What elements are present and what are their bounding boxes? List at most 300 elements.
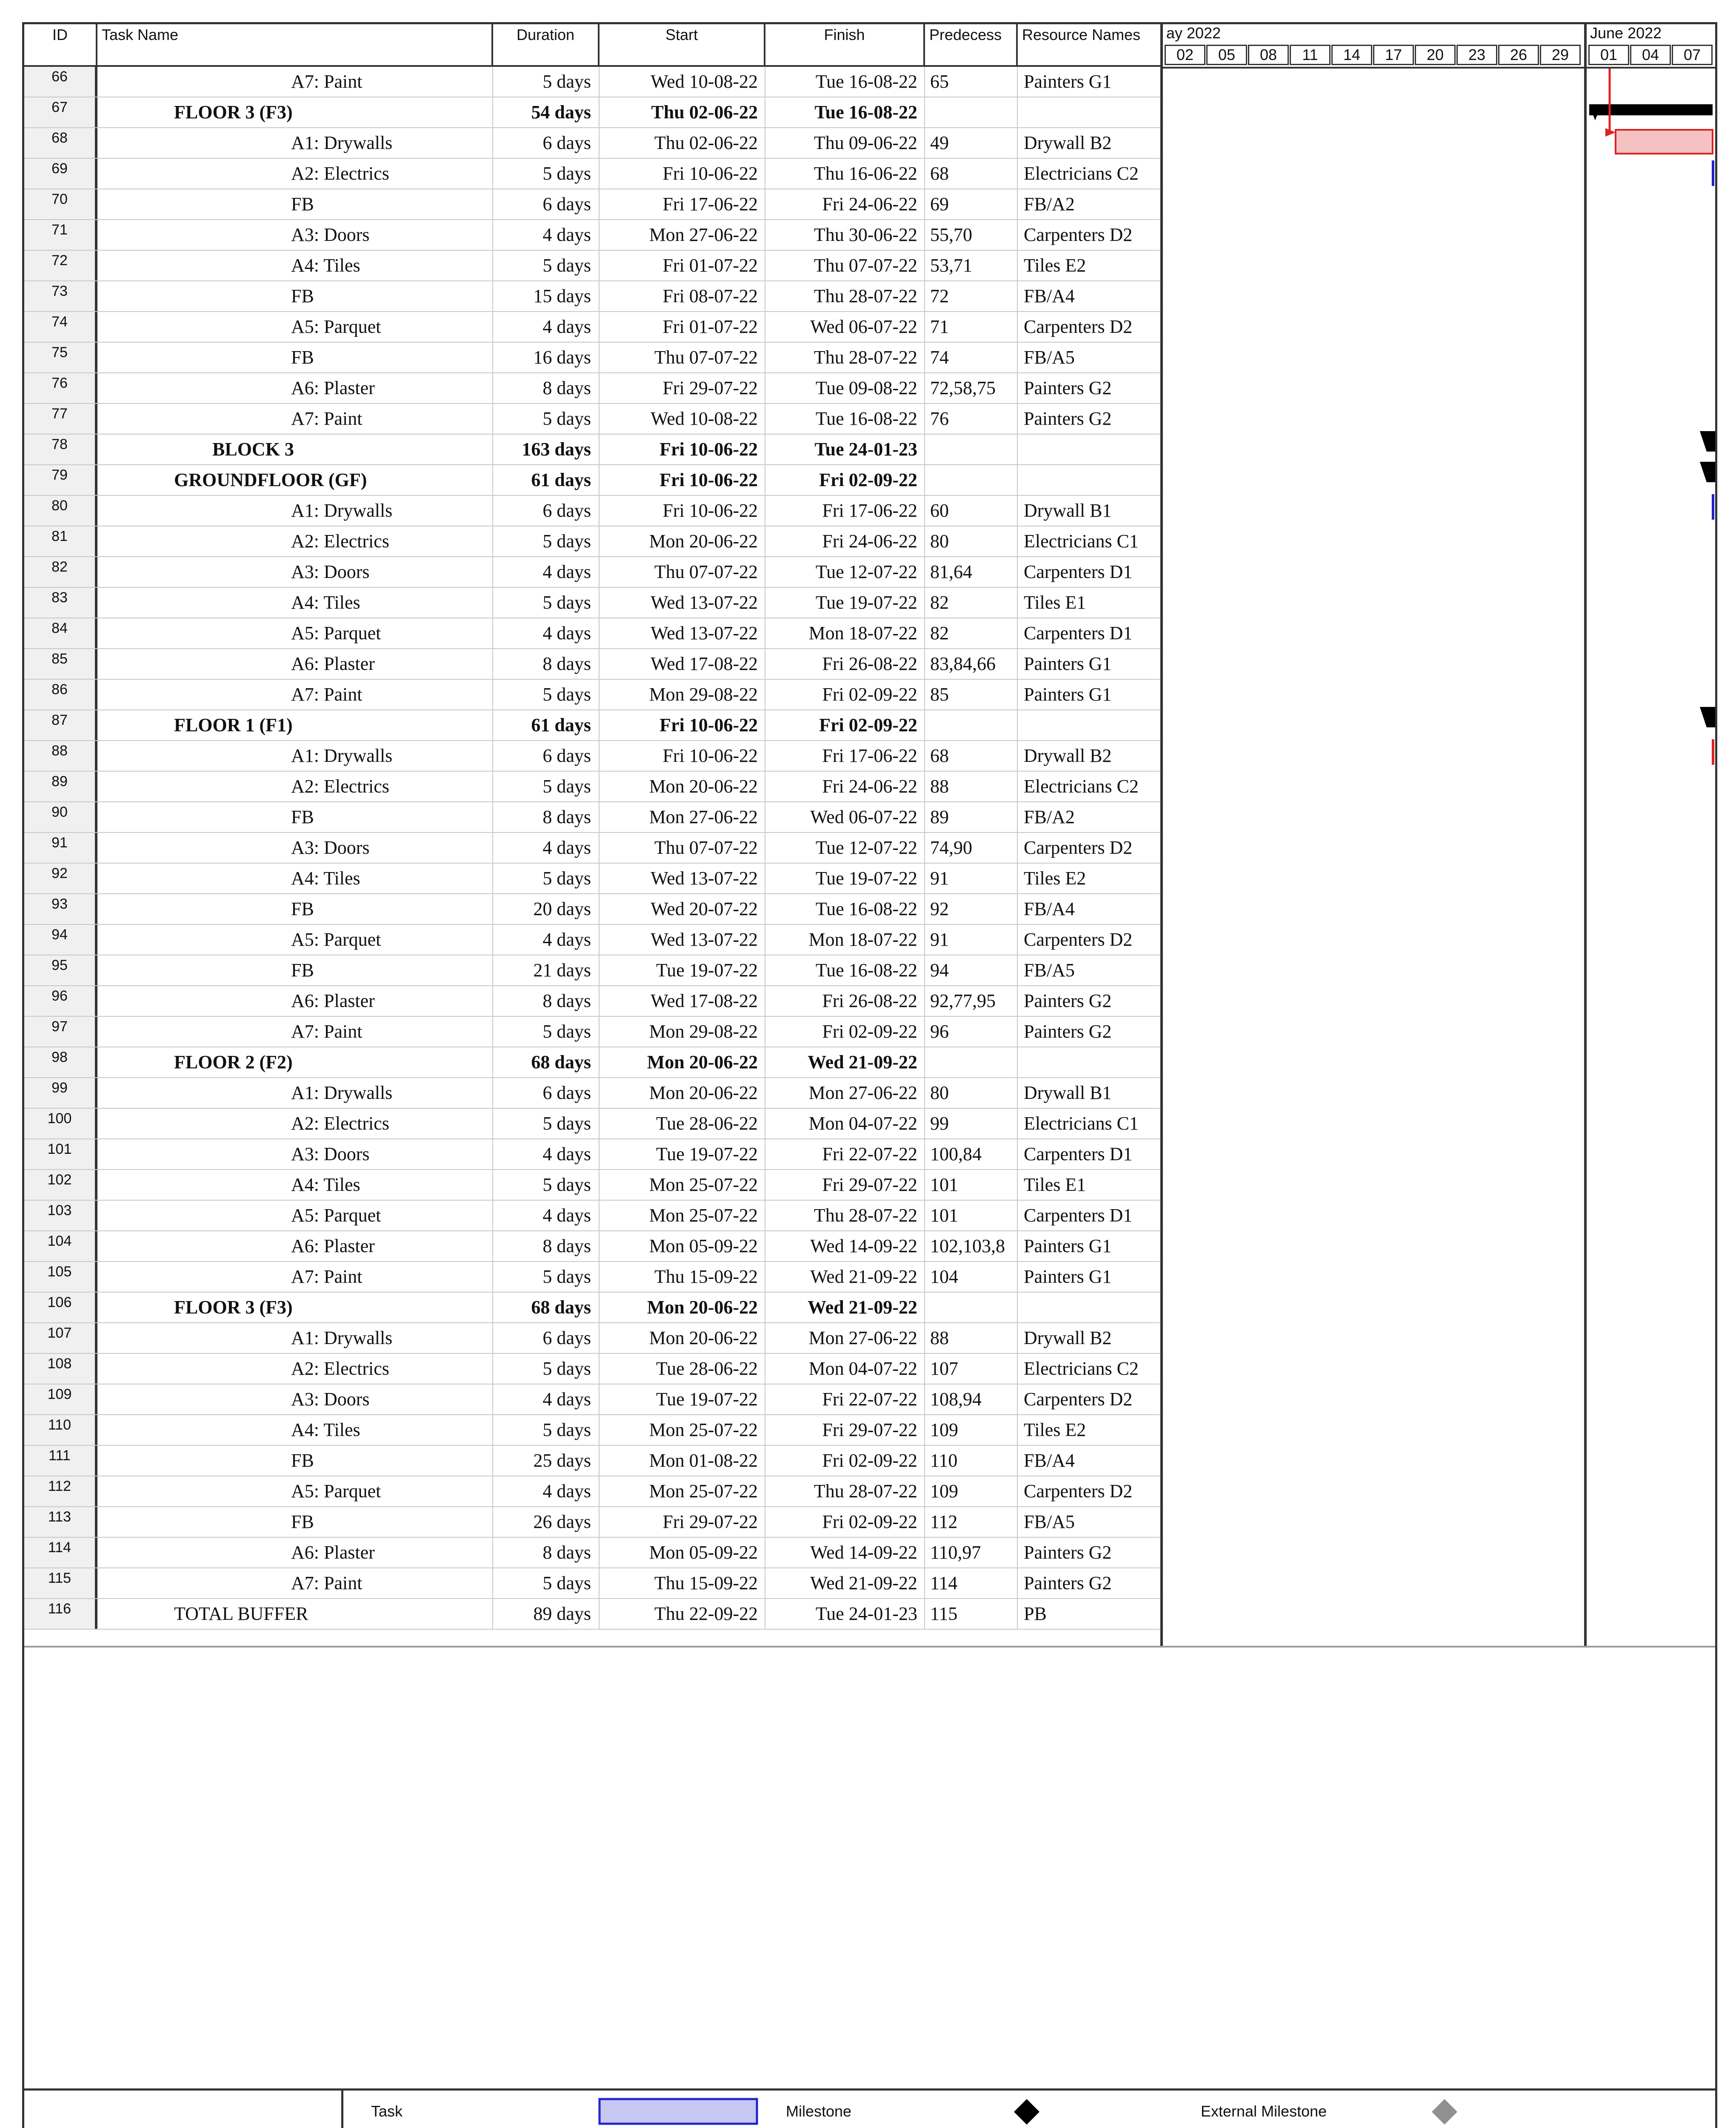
timeline-day: 26 [1498,45,1539,65]
table-row[interactable] [24,557,1160,588]
table-row[interactable] [24,128,1160,159]
task-finish: Wed 21-09-22 [765,1293,925,1322]
task-predecessors: 74 [925,343,1018,372]
task-id: 112 [24,1476,97,1506]
table-row[interactable] [24,864,1160,894]
task-predecessors: 109 [925,1476,1018,1506]
task-start: Mon 27-06-22 [600,802,765,832]
task-predecessors: 49 [925,128,1018,158]
task-start: Fri 01-07-22 [600,251,765,280]
table-row[interactable] [24,925,1160,955]
task-duration: 4 days [493,1476,600,1506]
task-resources: FB/A2 [1024,194,1075,215]
table-row[interactable] [24,189,1160,220]
task-predecessors: 68 [925,159,1018,189]
task-id: 103 [24,1201,97,1230]
task-predecessors: 88 [925,772,1018,801]
task-finish: Thu 28-07-22 [765,343,925,372]
task-id: 85 [24,649,97,679]
task-start: Wed 13-07-22 [600,588,765,618]
task-finish: Fri 02-09-22 [765,1446,925,1476]
table-row[interactable] [24,1384,1160,1415]
task-resources: FB/A5 [1024,347,1075,368]
task-start: Wed 17-08-22 [600,649,765,679]
task-start: Fri 10-06-22 [600,496,765,526]
task-name: A7: Paint [97,1568,493,1598]
table-row[interactable] [24,251,1160,281]
task-finish: Tue 16-08-22 [765,67,925,97]
gantt-chart [1160,24,1715,1646]
summary-bar-floor1[interactable] [1700,707,1715,727]
task-name: A5: Parquet [97,312,493,342]
task-start: Fri 17-06-22 [600,189,765,219]
header-predecessors[interactable]: Predecess [925,24,1018,65]
task-resources: Electricians C2 [1024,163,1139,184]
timeline-day: 08 [1248,45,1289,65]
task-predecessors: 102,103,8 [925,1231,1018,1261]
task-name: A3: Doors [97,220,493,250]
task-name: FB [97,189,493,219]
task-predecessors: 74,90 [925,833,1018,863]
task-resources: Painters G1 [1024,684,1112,705]
task-resources: FB/A4 [1024,898,1075,919]
header-start[interactable]: Start [600,24,765,65]
task-start: Tue 28-06-22 [600,1109,765,1138]
task-id: 84 [24,618,97,648]
task-resources: Painters G2 [1024,990,1112,1011]
table-row[interactable] [24,404,1160,435]
task-finish: Fri 02-09-22 [765,1507,925,1537]
task-start: Thu 15-09-22 [600,1262,765,1292]
task-start: Fri 29-07-22 [600,373,765,403]
task-predecessors: 68 [925,741,1018,771]
table-row[interactable] [24,1446,1160,1476]
task-resources: Drywall B2 [1024,132,1112,153]
gantt-bars [1163,69,1715,1646]
task-start: Fri 10-06-22 [600,435,765,464]
task-name: A6: Plaster [97,649,493,679]
task-start: Thu 22-09-22 [600,1599,765,1629]
task-duration: 61 days [493,710,600,740]
task-predecessors: 92,77,95 [925,986,1018,1016]
task-id: 72 [24,251,97,280]
task-duration: 6 days [493,1078,600,1108]
task-duration: 4 days [493,557,600,587]
timeline-day: 01 [1588,45,1629,65]
critical-task-bar-drywalls[interactable] [1616,130,1713,154]
task-resources: Drywall B1 [1024,500,1112,521]
task-duration: 6 days [493,1323,600,1353]
task-duration: 4 days [493,925,600,955]
task-resources: Carpenters D2 [1024,1481,1133,1502]
table-row[interactable] [24,680,1160,710]
task-finish: Fri 24-06-22 [765,526,925,556]
table-row[interactable] [24,465,1160,496]
task-duration: 4 days [493,1139,600,1169]
task-finish: Wed 21-09-22 [765,1262,925,1292]
task-start: Mon 25-07-22 [600,1415,765,1445]
task-finish: Thu 28-07-22 [765,281,925,311]
table-row[interactable] [24,1599,1160,1630]
task-id: 110 [24,1415,97,1445]
task-predecessors [925,710,1018,740]
table-row[interactable] [24,373,1160,404]
task-name: FB [97,343,493,372]
task-finish: Tue 19-07-22 [765,864,925,893]
task-finish: Wed 06-07-22 [765,802,925,832]
task-predecessors: 53,71 [925,251,1018,280]
task-duration: 8 days [493,373,600,403]
task-id: 115 [24,1568,97,1598]
task-start: Thu 07-07-22 [600,833,765,863]
task-predecessors [925,465,1018,495]
task-duration: 4 days [493,1201,600,1230]
task-duration: 8 days [493,802,600,832]
task-id: 90 [24,802,97,832]
legend-external-milestone-label: External Milestone [1201,2102,1327,2120]
legend-task-label: Task [371,2102,403,2120]
task-start: Fri 29-07-22 [600,1507,765,1537]
header-duration[interactable]: Duration [493,24,600,65]
task-id: 105 [24,1262,97,1292]
task-table [24,67,1160,1630]
task-start: Thu 02-06-22 [600,128,765,158]
task-start: Tue 19-07-22 [600,1384,765,1414]
task-duration: 4 days [493,833,600,863]
task-id: 97 [24,1017,97,1047]
task-resources: Carpenters D2 [1024,1389,1133,1410]
task-id: 104 [24,1231,97,1261]
task-finish: Wed 06-07-22 [765,312,925,342]
task-duration: 20 days [493,894,600,924]
task-start: Thu 15-09-22 [600,1568,765,1598]
header-finish[interactable]: Finish [765,24,925,65]
task-id: 86 [24,680,97,709]
task-start: Mon 20-06-22 [600,772,765,801]
table-row[interactable] [24,802,1160,833]
task-predecessors: 108,94 [925,1384,1018,1414]
task-duration: 8 days [493,649,600,679]
task-resources: Drywall B1 [1024,1082,1112,1103]
task-predecessors: 109 [925,1415,1018,1445]
task-name: A6: Plaster [97,1231,493,1261]
task-resources: Electricians C2 [1024,776,1139,797]
task-resources: Painters G2 [1024,378,1112,398]
task-finish: Thu 16-06-22 [765,159,925,189]
task-bar-sliver[interactable] [1712,160,1714,186]
task-predecessors: 92 [925,894,1018,924]
task-predecessors: 91 [925,864,1018,893]
task-finish: Wed 21-09-22 [765,1568,925,1598]
task-finish: Fri 26-08-22 [765,986,925,1016]
task-id: 100 [24,1109,97,1138]
task-resources: Carpenters D1 [1024,561,1133,582]
table-row[interactable] [24,1293,1160,1323]
task-predecessors [925,1047,1018,1077]
task-id: 79 [24,465,97,495]
table-row[interactable] [24,1017,1160,1047]
task-predecessors: 85 [925,680,1018,709]
task-id: 101 [24,1139,97,1169]
table-row[interactable] [24,618,1160,649]
table-row[interactable] [24,343,1160,373]
task-id: 87 [24,710,97,740]
task-start: Mon 01-08-22 [600,1446,765,1476]
task-duration: 6 days [493,128,600,158]
task-resources: Tiles E1 [1024,1174,1086,1195]
dependency-arrow [1605,69,1616,137]
table-row[interactable] [24,1139,1160,1170]
timeline-day: 07 [1672,45,1713,65]
task-finish: Fri 24-06-22 [765,772,925,801]
task-duration: 5 days [493,1354,600,1384]
task-id: 94 [24,925,97,955]
table-row[interactable] [24,435,1160,465]
task-predecessors: 101 [925,1170,1018,1200]
task-name: FB [97,955,493,985]
task-duration: 54 days [493,97,600,127]
task-name: A5: Parquet [97,618,493,648]
task-name: A4: Tiles [97,251,493,280]
task-finish: Fri 02-09-22 [765,1017,925,1047]
task-duration: 15 days [493,281,600,311]
table-row[interactable] [24,1109,1160,1139]
task-duration: 5 days [493,1568,600,1598]
task-duration: 5 days [493,772,600,801]
task-resources: FB/A4 [1024,1450,1075,1471]
task-id: 88 [24,741,97,771]
table-row[interactable] [24,159,1160,189]
task-finish: Mon 27-06-22 [765,1078,925,1108]
task-start: Wed 13-07-22 [600,618,765,648]
table-row[interactable] [24,97,1160,128]
table-row[interactable] [24,986,1160,1017]
task-id: 91 [24,833,97,863]
timeline-month-divider [1584,24,1587,1646]
task-resources: Tiles E2 [1024,255,1086,276]
table-row[interactable] [24,312,1160,343]
task-finish: Tue 12-07-22 [765,557,925,587]
task-finish: Fri 17-06-22 [765,741,925,771]
summary-bar-floor3[interactable] [1589,104,1713,120]
task-id: 66 [24,67,97,97]
task-id: 67 [24,97,97,127]
task-predecessors: 88 [925,1323,1018,1353]
table-row[interactable] [24,1538,1160,1568]
task-duration: 5 days [493,588,600,618]
task-predecessors: 69 [925,189,1018,219]
task-predecessors: 83,84,66 [925,649,1018,679]
task-start: Wed 13-07-22 [600,925,765,955]
task-duration: 25 days [493,1446,600,1476]
task-name: A3: Doors [97,1384,493,1414]
task-start: Mon 25-07-22 [600,1476,765,1506]
task-start: Fri 10-06-22 [600,465,765,495]
timeline-day: 20 [1415,45,1456,65]
task-predecessors: 82 [925,588,1018,618]
task-duration: 5 days [493,1262,600,1292]
table-row[interactable] [24,1568,1160,1599]
task-finish: Mon 18-07-22 [765,925,925,955]
task-duration: 6 days [493,496,600,526]
task-duration: 8 days [493,986,600,1016]
task-resources: Tiles E2 [1024,1419,1086,1440]
task-resources: Electricians C2 [1024,1358,1139,1379]
project-info [24,2091,343,2128]
task-bar-sliver-gf[interactable] [1712,494,1714,520]
task-finish: Tue 16-08-22 [765,955,925,985]
task-resources [1018,710,1160,740]
task-duration: 8 days [493,1538,600,1567]
table-header [24,24,1160,67]
task-finish: Tue 19-07-22 [765,588,925,618]
task-predecessors: 101 [925,1201,1018,1230]
task-finish: Thu 07-07-22 [765,251,925,280]
task-name: FB [97,281,493,311]
table-row[interactable] [24,1231,1160,1262]
header-id[interactable]: ID [24,24,97,65]
task-predecessors [925,435,1018,464]
task-name: A1: Drywalls [97,1078,493,1108]
task-start: Mon 05-09-22 [600,1538,765,1567]
task-predecessors: 76 [925,404,1018,434]
table-row[interactable] [24,1201,1160,1231]
task-start: Mon 20-06-22 [600,526,765,556]
task-resources: Painters G1 [1024,1266,1112,1287]
task-start: Wed 10-08-22 [600,404,765,434]
table-row[interactable] [24,1354,1160,1384]
table-row[interactable] [24,772,1160,802]
task-resources: Carpenters D2 [1024,224,1133,245]
legend [24,2088,1715,2128]
table-row[interactable] [24,1323,1160,1354]
table-row[interactable] [24,1507,1160,1538]
task-resources [1018,435,1160,464]
task-name: FB [97,1446,493,1476]
task-duration: 16 days [493,343,600,372]
task-id: 89 [24,772,97,801]
task-predecessors: 110,97 [925,1538,1018,1567]
timeline-day: 29 [1540,45,1581,65]
task-predecessors: 60 [925,496,1018,526]
table-row[interactable] [24,1415,1160,1446]
task-id: 106 [24,1293,97,1322]
table-row[interactable] [24,710,1160,741]
task-resources: Painters G1 [1024,1236,1112,1256]
task-name: A7: Paint [97,1262,493,1292]
table-row[interactable] [24,1170,1160,1201]
task-id: 109 [24,1384,97,1414]
gantt-body [1163,67,1715,1646]
legend-milestone-label: Milestone [786,2102,852,2120]
critical-task-sliver-f1[interactable] [1712,739,1714,765]
table-row[interactable] [24,220,1160,251]
task-predecessors: 80 [925,526,1018,556]
timeline-day: 11 [1290,45,1331,65]
task-resources: Electricians C1 [1024,1113,1139,1134]
table-bottom-border [24,1646,1715,1651]
table-row[interactable] [24,955,1160,986]
task-start: Fri 10-06-22 [600,159,765,189]
timeline-day: 02 [1165,45,1205,65]
table-row[interactable] [24,1078,1160,1109]
task-duration: 68 days [493,1047,600,1077]
task-finish: Mon 27-06-22 [765,1323,925,1353]
task-name: FLOOR 2 (F2) [97,1047,493,1077]
task-start: Wed 20-07-22 [600,894,765,924]
task-id: 114 [24,1538,97,1567]
task-resources [1018,1293,1160,1322]
task-name: A2: Electrics [97,1354,493,1384]
table-row[interactable] [24,894,1160,925]
task-resources: PB [1024,1603,1047,1624]
summary-bar-groundfloor[interactable] [1700,462,1715,482]
task-name: TOTAL BUFFER [97,1599,493,1629]
task-id: 93 [24,894,97,924]
task-start: Mon 27-06-22 [600,220,765,250]
task-resources: Carpenters D1 [1024,1144,1133,1164]
task-start: Tue 19-07-22 [600,955,765,985]
table-row[interactable] [24,281,1160,312]
table-row[interactable] [24,833,1160,864]
task-duration: 6 days [493,741,600,771]
task-finish: Tue 16-08-22 [765,894,925,924]
task-predecessors: 71 [925,312,1018,342]
table-row[interactable] [24,1047,1160,1078]
task-name: A4: Tiles [97,1170,493,1200]
task-resources: Carpenters D2 [1024,837,1133,858]
table-row[interactable] [24,588,1160,618]
task-predecessors: 99 [925,1109,1018,1138]
task-predecessors: 114 [925,1568,1018,1598]
task-name: A1: Drywalls [97,496,493,526]
table-row[interactable] [24,1262,1160,1293]
task-predecessors: 65 [925,67,1018,97]
task-id: 76 [24,373,97,403]
task-name: A3: Doors [97,833,493,863]
table-row[interactable] [24,741,1160,772]
table-row[interactable] [24,526,1160,557]
task-name: A7: Paint [97,67,493,97]
task-name: A4: Tiles [97,864,493,893]
table-row[interactable] [24,1476,1160,1507]
task-resources [1018,465,1160,495]
task-finish: Tue 24-01-23 [765,1599,925,1629]
table-row[interactable] [24,649,1160,680]
task-finish: Fri 02-09-22 [765,680,925,709]
summary-bar-block3[interactable] [1700,431,1715,452]
task-finish: Fri 29-07-22 [765,1170,925,1200]
header-task-name[interactable]: Task Name [97,24,493,65]
task-duration: 89 days [493,1599,600,1629]
header-resource-names[interactable]: Resource Names [1022,26,1141,43]
task-predecessors: 107 [925,1354,1018,1384]
task-id: 102 [24,1170,97,1200]
task-id: 69 [24,159,97,189]
timeline-day: 14 [1331,45,1372,65]
task-resources [1018,1047,1160,1077]
table-row[interactable] [24,67,1160,97]
task-id: 95 [24,955,97,985]
task-predecessors: 72 [925,281,1018,311]
task-id: 83 [24,588,97,618]
task-finish: Fri 17-06-22 [765,496,925,526]
task-resources: FB/A4 [1024,286,1075,306]
task-start: Thu 02-06-22 [600,97,765,127]
task-start: Mon 05-09-22 [600,1231,765,1261]
table-row[interactable] [24,496,1160,526]
task-duration: 21 days [493,955,600,985]
